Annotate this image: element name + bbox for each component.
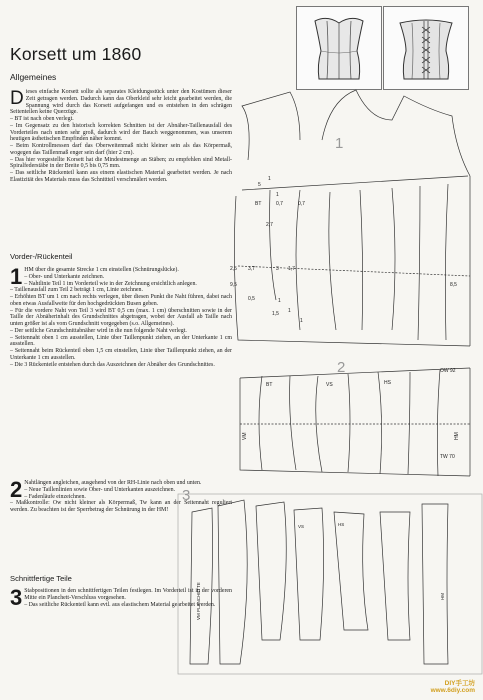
- step1-item: – Seitennaht oben 1 cm ausstellen, Linie über Taillenpunkt ziehen, an der Unterkante 1 cm ausstellen.: [10, 334, 232, 348]
- label: 1: [288, 308, 291, 314]
- diagram-number-2: 2: [337, 359, 346, 376]
- label: 0,7: [298, 201, 305, 207]
- label: 5: [258, 182, 261, 188]
- pattern-diagram-1: [234, 90, 470, 346]
- label: 2,5: [230, 266, 237, 272]
- step1-paragraph: HM über die gesamte Strecke 1 cm einstellen (Schnürungslücke).: [24, 267, 179, 273]
- diagram-number-1: 1: [335, 135, 344, 152]
- label: 1,5: [272, 311, 279, 317]
- intro-paragraph: ieses einfache Korsett sollte als separates Kleidungsstück unter den Kostümen dieser Zeit getragen werden. Dadurch kann das Oberkleid sehr leicht gearbeitet werden, die Spannung wird durch das Korsett aufgefangen und es entstehen in den schrägen Seitenteilen keine Querzüge.: [10, 89, 232, 116]
- label-vs: VS: [326, 382, 333, 388]
- section-heading-general: Allgemeines: [10, 72, 57, 82]
- step3-item: – Das seitliche Rückenteil kann evtl. aus elastischem Material gearbeitet werden.: [24, 601, 216, 608]
- label-vm: VM: [242, 432, 248, 440]
- label: 0,7: [276, 201, 283, 207]
- step-number-1: 1: [10, 264, 23, 289]
- label-vs: VS: [298, 524, 305, 529]
- label-ow: OW 92: [440, 368, 456, 374]
- label: 1: [276, 192, 279, 198]
- step1-item: – Erhöhten BT um 1 cm nach rechts verlegen, über diesen Punkt die Naht führen, dabei nach oben etwas Ausfallweite für den hochgedrückten Busen geben.: [10, 294, 232, 307]
- label: 0,5: [248, 296, 255, 302]
- step-number-3: 3: [10, 585, 23, 610]
- label-hs: HS: [384, 380, 391, 386]
- label: 1: [278, 298, 281, 304]
- intro-item: – Das seitliche Rückenteil kann aus einem elastischen Material gearbeitet werden. Je nach Elastizität des Materials muss das Schnittteil verschmälert werden.: [10, 170, 232, 183]
- step1-item: – Die 3 Rückenteile entstehen durch das Auszeichnen der Abnäher des Grundschnittes.: [10, 361, 215, 368]
- step1-item: – Taillenausfall zum Teil 2 beträgt 1 cm, Linie zeichnen.: [10, 287, 143, 294]
- label-hs: HS: [338, 522, 345, 527]
- label-vm-planchette: VM PLANCHETTE: [196, 582, 201, 620]
- step-number-2: 2: [10, 477, 23, 502]
- label: 1: [300, 318, 303, 324]
- pattern-diagram-3: [178, 494, 482, 674]
- intro-item: – Beim Kontrollmessen darf das Oberweitenmaß nicht kleiner sein als das Körpermaß, wogegen das Taillenmaß enger sein darf (hier 2 cm).: [10, 143, 232, 156]
- label: 1,7: [288, 266, 295, 272]
- label: 9,5: [230, 282, 237, 288]
- intro-item: – BT ist nach oben verlegt.: [10, 116, 74, 122]
- label-bt: BT: [266, 382, 273, 388]
- label-tw: TW 70: [440, 454, 455, 460]
- label: 8,5: [450, 282, 457, 288]
- step1-item: – Seitennaht beim Rückenteil oben 1,5 cm einstellen, Linie über Taillenpunkt ziehen, an der Unterkante 1 cm ausstellen.: [10, 348, 232, 361]
- label: 1: [268, 176, 271, 182]
- label-hm: HM: [440, 593, 445, 600]
- step2-paragraph: Nahtlängen angleichen, ausgehend von der RH-Linie nach oben und unten.: [24, 480, 202, 486]
- watermark-line2: www.6diy.com: [430, 687, 475, 694]
- step1-item: – Nahtlinie Teil 1 im Vorderteil wie in der Zeichnung ersichtlich anlegen.: [24, 280, 197, 287]
- step1-item: – Der seitliche Grundschnittabnäher wird in die nun folgende Naht verlegt.: [10, 327, 187, 334]
- label-bt: BT: [255, 201, 262, 207]
- intro-item: – Im Gegensatz zu den historisch korrekten Schnitten ist der Abnäher-Taillenausfall des Vorderteiles nach unten sehr groß, dadurch wird der Bauch weggenommen, was unserem heutigen ästhetischen Empfinden näher kommt.: [10, 122, 232, 143]
- dropcap-d: D: [10, 88, 24, 109]
- step1-item: – Für die vordere Naht von Teil 3 wird BT 0,5 cm (max. 1 cm) überschnitten sowie in der Taille der Abnäherinhalt des Grundschnittes abgetragen, wobei der Ausfall ab Taille nach unten größer ist als vom Grundschnitt vorgegeben (s.o. Allgemeines).: [10, 307, 232, 327]
- diagram-number-3: 3: [182, 487, 191, 504]
- section-heading-front-back: Vorder-/Rückenteil: [10, 252, 73, 261]
- intro-item: – Das hier vorgestellte Korsett hat die Mindestmenge an Stäben; zu empfehlen sind Metall-Spiralfederstäbe in der Breite 0,5 bis 0,75 mm.: [10, 156, 232, 170]
- step3-paragraph: Stabpositionen in den schnittfertigen Teilen festlegen. Im Vorderteil ist in der vorderen Mitte ein Planchett-Verschluss vorgesehen.: [24, 588, 232, 601]
- pattern-diagram-2: [240, 368, 470, 476]
- label: 2,7: [266, 222, 273, 228]
- page-title: Korsett um 1860: [10, 44, 142, 64]
- label: 3: [276, 266, 279, 272]
- step1-item: – Ober- und Unterkante zeichnen.: [24, 273, 105, 280]
- label: 3,7: [248, 266, 255, 272]
- label-hm: HM: [454, 432, 460, 440]
- watermark: [431, 678, 475, 694]
- step2-item: – Maßkontrolle: Ow nicht kleiner als Körpermaß, Tw kann an der Seitennaht reguliert werden. Zu beachten ist der Sperrbetrag der Schnürung in der HM!: [10, 500, 232, 513]
- step2-item: – Fadenläufe einzeichnen.: [24, 493, 86, 500]
- section-heading-cut-ready: Schnittfertige Teile: [10, 574, 72, 583]
- step2-item: – Neue Taillenlinien sowie Ober- und Unterkanten auszeichnen.: [24, 486, 176, 493]
- watermark-line1: DIY手工坊: [444, 680, 475, 687]
